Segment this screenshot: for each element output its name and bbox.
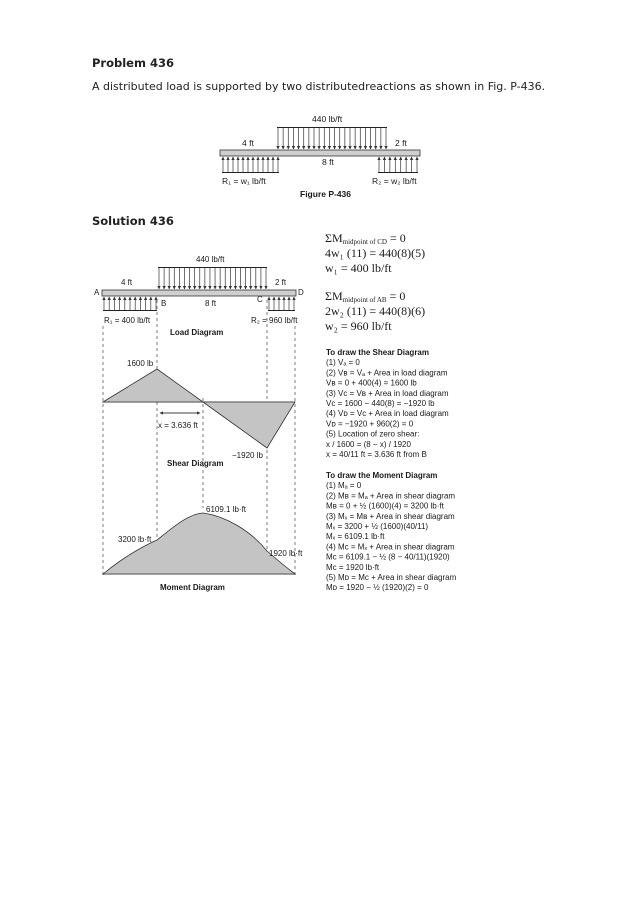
moment-c-label: 1920 lb·ft: [269, 549, 303, 558]
moment-b-label: 3200 lb·ft: [118, 535, 152, 544]
problem-title: Problem 436: [92, 56, 174, 70]
eq-w1-result: w₁ = 400 lb/ft: [325, 261, 392, 275]
fig-left-span: 4 ft: [242, 138, 254, 148]
moment-caption: Moment Diagram: [160, 583, 225, 592]
shear-step-line: x = 40/11 ft = 3.636 ft from B: [326, 450, 427, 459]
shear-step-line: x / 1600 = (8 − x) / 1920: [326, 439, 411, 449]
moment-max-label: 6109.1 lb·ft: [206, 505, 247, 514]
ld-label-B: B: [161, 299, 167, 308]
shear-steps: [326, 348, 449, 459]
eq-sum-cd: ΣMmidpoint of CD = 0: [325, 231, 406, 246]
moment-step-line: Mʙ = 0 + ½ (1600)(4) = 3200 lb·ft: [326, 501, 444, 511]
solution-title: Solution 436: [92, 214, 174, 228]
eq-sum-ab: ΣMmidpoint of AB = 0: [325, 289, 406, 304]
moment-step-line: To draw the Moment Diagram: [326, 471, 438, 480]
eq-w2-result: w₂ = 960 lb/ft: [325, 319, 392, 333]
shear-step-line: Vʙ = 0 + 400(4) = 1600 lb: [326, 378, 417, 388]
fig-r1-label: R₁ = w₁ lb/ft: [222, 176, 266, 186]
fig-r1-arrows: [223, 157, 278, 172]
ld-load-arrows: [159, 268, 266, 289]
fig-r2-arrows: [379, 157, 417, 172]
shear-caption: Shear Diagram: [167, 459, 224, 468]
load-diagram: [94, 255, 304, 337]
fig-load-arrows: [278, 128, 386, 149]
ld-label-C: C: [257, 295, 263, 304]
moment-step-line: Mₓ = 3200 + ½ (1600)(40/11): [326, 522, 429, 531]
shear-step-line: Vᴄ = 1600 − 440(8) = −1920 lb: [326, 399, 435, 408]
eq-w2-moment: 2w₂ (11) = 440(8)(6): [325, 304, 426, 318]
ld-left-span: 4 ft: [121, 278, 133, 287]
ld-beam: [102, 290, 296, 296]
shear-step-line: (2) Vʙ = Vₐ + Area in load diagram: [326, 368, 448, 378]
fig-r2-label: R₂ = w₂ lb/ft: [372, 176, 417, 186]
shear-min-label: −1920 lb: [232, 451, 263, 460]
moment-step-line: (5) Mᴅ = Mᴄ + Area in shear diagram: [326, 573, 457, 582]
ld-r1-arrows: [104, 297, 156, 310]
eq-w1-moment: 4w₁ (11) = 440(8)(5): [325, 246, 426, 260]
ld-r1-label: R₁ = 400 lb/ft: [104, 316, 151, 325]
fig-beam: [220, 150, 420, 156]
shear-step-line: (1) Vₐ = 0: [326, 358, 360, 368]
shear-positive-area: [103, 369, 203, 402]
ld-caption: Load Diagram: [170, 328, 224, 337]
ld-r2-arrows: [269, 297, 294, 310]
ld-middle-span: 8 ft: [205, 299, 217, 308]
shear-diagram: [103, 359, 295, 468]
ld-r2-label: R₂ = 960 lb/ft: [251, 316, 298, 325]
moment-step-line: (3) Mₓ = Mʙ + Area in shear diagram: [326, 511, 455, 521]
moment-step-line: (2) Mʙ = Mₐ + Area in shear diagram: [326, 491, 456, 501]
equations: [325, 231, 425, 333]
shear-step-line: To draw the Shear Diagram: [326, 348, 429, 357]
moment-diagram: [103, 505, 303, 592]
moment-step-line: (4) Mᴄ = Mₓ + Area in shear diagram: [326, 542, 455, 552]
moment-step-line: Mᴄ = 6109.1 − ½ (8 − 40/11)(1920): [326, 552, 450, 562]
shear-step-line: (4) Vᴅ = Vᴄ + Area in load diagram: [326, 409, 449, 419]
fig-caption: Figure P-436: [300, 189, 352, 199]
ld-load-label: 440 lb/ft: [196, 255, 225, 264]
moment-step-line: (1) Mₐ = 0: [326, 481, 362, 491]
shear-step-line: (3) Vᴄ = Vʙ + Area in load diagram: [326, 388, 449, 398]
ld-label-D: D: [298, 288, 304, 297]
fig-middle-span: 8 ft: [322, 157, 334, 167]
problem-statement: A distributed load is supported by two distributedreactions as shown in Fig. P-436.: [92, 80, 546, 93]
ld-right-span: 2 ft: [275, 278, 287, 287]
shear-negative-area: [203, 402, 295, 448]
shear-step-line: (5) Location of zero shear:: [326, 429, 420, 439]
fig-load-label: 440 lb/ft: [312, 114, 343, 124]
moment-step-line: Mₓ = 6109.1 lb·ft: [326, 532, 385, 542]
fig-right-span: 2 ft: [395, 138, 407, 148]
shear-zero-label: x = 3.636 ft: [158, 421, 198, 430]
shear-max-label: 1600 lb: [127, 359, 154, 368]
moment-steps: [326, 471, 457, 592]
moment-step-line: Mᴅ = 1920 − ½ (1920)(2) = 0: [326, 583, 429, 593]
ld-label-A: A: [94, 288, 100, 297]
moment-step-line: Mᴄ = 1920 lb·ft: [326, 562, 380, 572]
shear-step-line: Vᴅ = −1920 + 960(2) = 0: [326, 419, 414, 429]
figure-p436: [220, 114, 420, 199]
